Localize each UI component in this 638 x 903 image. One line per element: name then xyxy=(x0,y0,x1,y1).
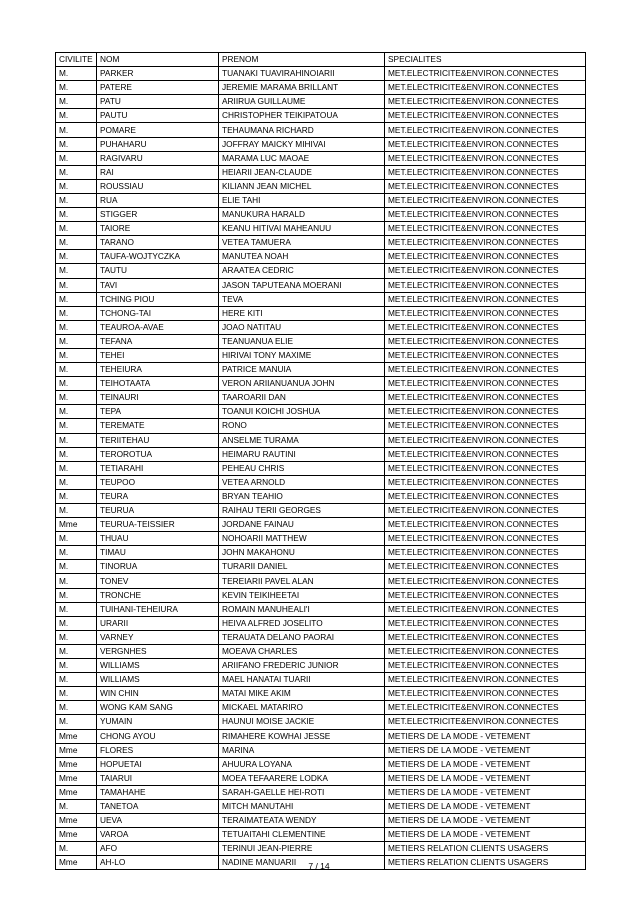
cell-prenom: ROMAIN MANUHEALI'I xyxy=(219,602,385,616)
cell-specialites: METIERS DE LA MODE - VETEMENT xyxy=(385,757,586,771)
cell-civilite: M. xyxy=(56,630,97,644)
cell-specialites: MET.ELECTRICITE&ENVIRON.CONNECTES xyxy=(385,236,586,250)
cell-specialites: MET.ELECTRICITE&ENVIRON.CONNECTES xyxy=(385,334,586,348)
table-row xyxy=(56,842,586,856)
cell-nom: TEHEI xyxy=(97,348,219,362)
cell-prenom: JOAO NATITAU xyxy=(219,320,385,334)
cell-specialites: MET.ELECTRICITE&ENVIRON.CONNECTES xyxy=(385,574,586,588)
cell-nom: POMARE xyxy=(97,123,219,137)
cell-civilite: Mme xyxy=(56,785,97,799)
cell-specialites: MET.ELECTRICITE&ENVIRON.CONNECTES xyxy=(385,306,586,320)
cell-civilite: M. xyxy=(56,560,97,574)
cell-nom: AFO xyxy=(97,842,219,856)
cell-civilite: M. xyxy=(56,504,97,518)
cell-civilite: M. xyxy=(56,377,97,391)
table-row xyxy=(56,560,586,574)
cell-prenom: PATRICE MANUIA xyxy=(219,363,385,377)
cell-prenom: MOEA TEFAARERE LODKA xyxy=(219,771,385,785)
cell-prenom: TEVA xyxy=(219,292,385,306)
table-row xyxy=(56,616,586,630)
cell-civilite: M. xyxy=(56,95,97,109)
cell-prenom: TERAUATA DELANO PAORAI xyxy=(219,630,385,644)
cell-nom: PATU xyxy=(97,95,219,109)
cell-civilite: M. xyxy=(56,165,97,179)
table-row xyxy=(56,405,586,419)
table-row xyxy=(56,306,586,320)
cell-civilite: M. xyxy=(56,292,97,306)
cell-nom: TUIHANI-TEHEIURA xyxy=(97,602,219,616)
cell-nom: TRONCHE xyxy=(97,588,219,602)
table-row xyxy=(56,320,586,334)
cell-prenom: NOHOARII MATTHEW xyxy=(219,532,385,546)
cell-nom: TETIARAHI xyxy=(97,461,219,475)
cell-nom: RAGIVARU xyxy=(97,151,219,165)
header-prenom: PRENOM xyxy=(219,53,385,67)
cell-civilite: M. xyxy=(56,489,97,503)
cell-nom: TARANO xyxy=(97,236,219,250)
cell-prenom: KILIANN JEAN MICHEL xyxy=(219,179,385,193)
cell-specialites: METIERS RELATION CLIENTS USAGERS xyxy=(385,856,586,870)
cell-prenom: TEREIARII PAVEL ALAN xyxy=(219,574,385,588)
cell-nom: TEINAURI xyxy=(97,391,219,405)
cell-specialites: MET.ELECTRICITE&ENVIRON.CONNECTES xyxy=(385,602,586,616)
cell-nom: TCHING PIOU xyxy=(97,292,219,306)
cell-civilite: M. xyxy=(56,588,97,602)
cell-nom: AH-LO xyxy=(97,856,219,870)
cell-nom: TAMAHAHE xyxy=(97,785,219,799)
cell-specialites: MET.ELECTRICITE&ENVIRON.CONNECTES xyxy=(385,377,586,391)
cell-nom: TEPA xyxy=(97,405,219,419)
cell-specialites: MET.ELECTRICITE&ENVIRON.CONNECTES xyxy=(385,193,586,207)
table-row xyxy=(56,673,586,687)
cell-nom: VARNEY xyxy=(97,630,219,644)
cell-civilite: M. xyxy=(56,546,97,560)
cell-nom: TONEV xyxy=(97,574,219,588)
cell-civilite: M. xyxy=(56,208,97,222)
cell-prenom: MOEAVA CHARLES xyxy=(219,644,385,658)
cell-specialites: MET.ELECTRICITE&ENVIRON.CONNECTES xyxy=(385,222,586,236)
cell-nom: WILLIAMS xyxy=(97,673,219,687)
cell-nom: URARII xyxy=(97,616,219,630)
cell-nom: WIN CHIN xyxy=(97,687,219,701)
cell-civilite: Mme xyxy=(56,743,97,757)
cell-civilite: Mme xyxy=(56,757,97,771)
cell-civilite: M. xyxy=(56,179,97,193)
cell-civilite: M. xyxy=(56,363,97,377)
cell-specialites: MET.ELECTRICITE&ENVIRON.CONNECTES xyxy=(385,659,586,673)
table-row xyxy=(56,687,586,701)
cell-nom: RAI xyxy=(97,165,219,179)
cell-prenom: MARINA xyxy=(219,743,385,757)
cell-prenom: VERON ARIIANUANUA JOHN xyxy=(219,377,385,391)
table-row xyxy=(56,828,586,842)
table-row xyxy=(56,715,586,729)
cell-civilite: M. xyxy=(56,673,97,687)
cell-prenom: JOHN MAKAHONU xyxy=(219,546,385,560)
cell-prenom: JEREMIE MARAMA BRILLANT xyxy=(219,81,385,95)
cell-specialites: METIERS DE LA MODE - VETEMENT xyxy=(385,828,586,842)
cell-prenom: TAAROARII DAN xyxy=(219,391,385,405)
cell-prenom: MANUTEA NOAH xyxy=(219,250,385,264)
cell-prenom: ARAATEA CEDRIC xyxy=(219,264,385,278)
cell-nom: TEURA xyxy=(97,489,219,503)
cell-nom: HOPUETAI xyxy=(97,757,219,771)
cell-civilite: M. xyxy=(56,602,97,616)
cell-civilite: Mme xyxy=(56,771,97,785)
table-row xyxy=(56,193,586,207)
cell-prenom: SARAH-GAELLE HEI-ROTI xyxy=(219,785,385,799)
table-row xyxy=(56,236,586,250)
cell-specialites: MET.ELECTRICITE&ENVIRON.CONNECTES xyxy=(385,95,586,109)
table-row xyxy=(56,278,586,292)
table-header-row xyxy=(56,53,586,67)
cell-prenom: HEIVA ALFRED JOSELITO xyxy=(219,616,385,630)
cell-civilite: M. xyxy=(56,701,97,715)
cell-prenom: MICKAEL MATARIRO xyxy=(219,701,385,715)
table-row xyxy=(56,574,586,588)
table-row xyxy=(56,250,586,264)
cell-specialites: MET.ELECTRICITE&ENVIRON.CONNECTES xyxy=(385,447,586,461)
table-row xyxy=(56,771,586,785)
cell-nom: RUA xyxy=(97,193,219,207)
cell-prenom: JASON TAPUTEANA MOERANI xyxy=(219,278,385,292)
cell-civilite: M. xyxy=(56,151,97,165)
cell-civilite: M. xyxy=(56,461,97,475)
cell-nom: TCHONG-TAI xyxy=(97,306,219,320)
cell-civilite: M. xyxy=(56,264,97,278)
table-row xyxy=(56,292,586,306)
cell-specialites: MET.ELECTRICITE&ENVIRON.CONNECTES xyxy=(385,461,586,475)
cell-civilite: M. xyxy=(56,320,97,334)
table-row xyxy=(56,264,586,278)
roster-table xyxy=(55,52,586,870)
cell-nom: STIGGER xyxy=(97,208,219,222)
table-row xyxy=(56,109,586,123)
cell-nom: PUHAHARU xyxy=(97,137,219,151)
cell-prenom: KEANU HITIVAI MAHEANUU xyxy=(219,222,385,236)
cell-nom: TEROROTUA xyxy=(97,447,219,461)
cell-specialites: MET.ELECTRICITE&ENVIRON.CONNECTES xyxy=(385,504,586,518)
table-row xyxy=(56,151,586,165)
cell-nom: TINORUA xyxy=(97,560,219,574)
table-row xyxy=(56,757,586,771)
cell-specialites: METIERS DE LA MODE - VETEMENT xyxy=(385,743,586,757)
cell-specialites: MET.ELECTRICITE&ENVIRON.CONNECTES xyxy=(385,475,586,489)
cell-nom: CHONG AYOU xyxy=(97,729,219,743)
table-row xyxy=(56,743,586,757)
cell-civilite: M. xyxy=(56,842,97,856)
cell-nom: TAIARUI xyxy=(97,771,219,785)
cell-specialites: METIERS DE LA MODE - VETEMENT xyxy=(385,785,586,799)
cell-specialites: METIERS DE LA MODE - VETEMENT xyxy=(385,814,586,828)
table-row xyxy=(56,814,586,828)
cell-prenom: VETEA TAMUERA xyxy=(219,236,385,250)
cell-civilite: M. xyxy=(56,236,97,250)
table-row xyxy=(56,504,586,518)
cell-specialites: METIERS DE LA MODE - VETEMENT xyxy=(385,771,586,785)
cell-specialites: MET.ELECTRICITE&ENVIRON.CONNECTES xyxy=(385,123,586,137)
table-row xyxy=(56,630,586,644)
table-row xyxy=(56,588,586,602)
cell-prenom: MATAI MIKE AKIM xyxy=(219,687,385,701)
cell-specialites: MET.ELECTRICITE&ENVIRON.CONNECTES xyxy=(385,348,586,362)
cell-nom: TEIHOTAATA xyxy=(97,377,219,391)
cell-specialites: MET.ELECTRICITE&ENVIRON.CONNECTES xyxy=(385,67,586,81)
cell-civilite: M. xyxy=(56,67,97,81)
cell-civilite: M. xyxy=(56,109,97,123)
cell-nom: VAROA xyxy=(97,828,219,842)
cell-specialites: MET.ELECTRICITE&ENVIRON.CONNECTES xyxy=(385,165,586,179)
table-row xyxy=(56,729,586,743)
cell-prenom: ANSELME TURAMA xyxy=(219,433,385,447)
cell-prenom: ELIE TAHI xyxy=(219,193,385,207)
cell-specialites: MET.ELECTRICITE&ENVIRON.CONNECTES xyxy=(385,208,586,222)
cell-specialites: MET.ELECTRICITE&ENVIRON.CONNECTES xyxy=(385,179,586,193)
cell-prenom: TEHAUMANA RICHARD xyxy=(219,123,385,137)
cell-prenom: HERE KITI xyxy=(219,306,385,320)
table-row xyxy=(56,433,586,447)
table-row xyxy=(56,475,586,489)
table-row xyxy=(56,489,586,503)
cell-prenom: MITCH MANUTAHI xyxy=(219,799,385,813)
cell-prenom: VETEA ARNOLD xyxy=(219,475,385,489)
header-specialites: SPECIALITES xyxy=(385,53,586,67)
cell-civilite: M. xyxy=(56,574,97,588)
cell-civilite: M. xyxy=(56,799,97,813)
table-row xyxy=(56,518,586,532)
cell-prenom: RAIHAU TERII GEORGES xyxy=(219,504,385,518)
cell-civilite: M. xyxy=(56,616,97,630)
cell-prenom: AHUURA LOYANA xyxy=(219,757,385,771)
cell-prenom: PEHEAU CHRIS xyxy=(219,461,385,475)
cell-nom: TEUPOO xyxy=(97,475,219,489)
cell-prenom: JOFFRAY MAICKY MIHIVAI xyxy=(219,137,385,151)
cell-civilite: Mme xyxy=(56,814,97,828)
cell-specialites: MET.ELECTRICITE&ENVIRON.CONNECTES xyxy=(385,151,586,165)
cell-civilite: M. xyxy=(56,532,97,546)
cell-prenom: TERINUI JEAN-PIERRE xyxy=(219,842,385,856)
page-number: 7 / 14 xyxy=(308,861,330,871)
table-row xyxy=(56,532,586,546)
cell-prenom: TOANUI KOICHI JOSHUA xyxy=(219,405,385,419)
cell-specialites: MET.ELECTRICITE&ENVIRON.CONNECTES xyxy=(385,292,586,306)
header-civilite: CIVILITE xyxy=(56,53,97,67)
cell-civilite: M. xyxy=(56,447,97,461)
cell-specialites: MET.ELECTRICITE&ENVIRON.CONNECTES xyxy=(385,687,586,701)
cell-nom: WONG KAM SANG xyxy=(97,701,219,715)
table-row xyxy=(56,81,586,95)
cell-specialites: MET.ELECTRICITE&ENVIRON.CONNECTES xyxy=(385,320,586,334)
cell-civilite: M. xyxy=(56,306,97,320)
cell-civilite: M. xyxy=(56,250,97,264)
cell-prenom: HEIARII JEAN-CLAUDE xyxy=(219,165,385,179)
table-row xyxy=(56,348,586,362)
cell-specialites: MET.ELECTRICITE&ENVIRON.CONNECTES xyxy=(385,250,586,264)
cell-specialites: MET.ELECTRICITE&ENVIRON.CONNECTES xyxy=(385,489,586,503)
cell-specialites: MET.ELECTRICITE&ENVIRON.CONNECTES xyxy=(385,137,586,151)
table-row xyxy=(56,391,586,405)
cell-specialites: METIERS RELATION CLIENTS USAGERS xyxy=(385,842,586,856)
cell-specialites: MET.ELECTRICITE&ENVIRON.CONNECTES xyxy=(385,278,586,292)
cell-civilite: M. xyxy=(56,278,97,292)
cell-civilite: M. xyxy=(56,222,97,236)
table-row xyxy=(56,546,586,560)
cell-nom: YUMAIN xyxy=(97,715,219,729)
table-row xyxy=(56,165,586,179)
table-row xyxy=(56,659,586,673)
cell-civilite: M. xyxy=(56,644,97,658)
cell-nom: FLORES xyxy=(97,743,219,757)
cell-nom: TEAUROA-AVAE xyxy=(97,320,219,334)
cell-nom: TEREMATE xyxy=(97,419,219,433)
cell-civilite: M. xyxy=(56,348,97,362)
cell-nom: TAUFA-WOJTYCZKA xyxy=(97,250,219,264)
table-row xyxy=(56,67,586,81)
cell-nom: ROUSSIAU xyxy=(97,179,219,193)
table-row xyxy=(56,208,586,222)
cell-specialites: MET.ELECTRICITE&ENVIRON.CONNECTES xyxy=(385,588,586,602)
cell-civilite: Mme xyxy=(56,729,97,743)
cell-specialites: MET.ELECTRICITE&ENVIRON.CONNECTES xyxy=(385,630,586,644)
cell-specialites: MET.ELECTRICITE&ENVIRON.CONNECTES xyxy=(385,264,586,278)
cell-nom: UEVA xyxy=(97,814,219,828)
table-row xyxy=(56,785,586,799)
table-row xyxy=(56,602,586,616)
cell-nom: TEURUA-TEISSIER xyxy=(97,518,219,532)
cell-nom: WILLIAMS xyxy=(97,659,219,673)
cell-civilite: M. xyxy=(56,659,97,673)
table-row xyxy=(56,701,586,715)
cell-civilite: Mme xyxy=(56,518,97,532)
cell-specialites: MET.ELECTRICITE&ENVIRON.CONNECTES xyxy=(385,419,586,433)
cell-civilite: Mme xyxy=(56,856,97,870)
cell-prenom: HIRIVAI TONY MAXIME xyxy=(219,348,385,362)
cell-prenom: MAEL HANATAI TUARII xyxy=(219,673,385,687)
cell-prenom: RIMAHERE KOWHAI JESSE xyxy=(219,729,385,743)
cell-prenom: ARIIRUA GUILLAUME xyxy=(219,95,385,109)
cell-prenom: TEANUANUA ELIE xyxy=(219,334,385,348)
cell-specialites: MET.ELECTRICITE&ENVIRON.CONNECTES xyxy=(385,644,586,658)
cell-nom: TAVI xyxy=(97,278,219,292)
table-row xyxy=(56,179,586,193)
cell-nom: TAIORE xyxy=(97,222,219,236)
cell-specialites: METIERS DE LA MODE - VETEMENT xyxy=(385,799,586,813)
cell-prenom: CHRISTOPHER TEIKIPATOUA xyxy=(219,109,385,123)
cell-specialites: MET.ELECTRICITE&ENVIRON.CONNECTES xyxy=(385,363,586,377)
cell-nom: PAUTU xyxy=(97,109,219,123)
cell-nom: TERIITEHAU xyxy=(97,433,219,447)
table-row xyxy=(56,222,586,236)
cell-prenom: MANUKURA HARALD xyxy=(219,208,385,222)
cell-civilite: M. xyxy=(56,123,97,137)
cell-prenom: TERAIMATEATA WENDY xyxy=(219,814,385,828)
cell-civilite: M. xyxy=(56,391,97,405)
table-row xyxy=(56,123,586,137)
cell-nom: VERGNHES xyxy=(97,644,219,658)
cell-prenom: HAUNUI MOISE JACKIE xyxy=(219,715,385,729)
cell-prenom: TETUAITAHI CLEMENTINE xyxy=(219,828,385,842)
cell-prenom: MARAMA LUC MAOAE xyxy=(219,151,385,165)
cell-specialites: MET.ELECTRICITE&ENVIRON.CONNECTES xyxy=(385,109,586,123)
cell-prenom: TUANAKI TUAVIRAHINOIARII xyxy=(219,67,385,81)
cell-civilite: M. xyxy=(56,334,97,348)
cell-civilite: M. xyxy=(56,193,97,207)
cell-nom: TEFANA xyxy=(97,334,219,348)
cell-nom: TEURUA xyxy=(97,504,219,518)
table-row xyxy=(56,447,586,461)
cell-specialites: MET.ELECTRICITE&ENVIRON.CONNECTES xyxy=(385,433,586,447)
table-row xyxy=(56,137,586,151)
cell-nom: TANETOA xyxy=(97,799,219,813)
cell-civilite: M. xyxy=(56,433,97,447)
cell-prenom: RONO xyxy=(219,419,385,433)
cell-civilite: M. xyxy=(56,405,97,419)
cell-specialites: MET.ELECTRICITE&ENVIRON.CONNECTES xyxy=(385,518,586,532)
header-nom: NOM xyxy=(97,53,219,67)
table-row xyxy=(56,363,586,377)
table-row xyxy=(56,644,586,658)
cell-civilite: M. xyxy=(56,687,97,701)
cell-specialites: MET.ELECTRICITE&ENVIRON.CONNECTES xyxy=(385,715,586,729)
cell-specialites: MET.ELECTRICITE&ENVIRON.CONNECTES xyxy=(385,532,586,546)
cell-prenom: HEIMARU RAUTINI xyxy=(219,447,385,461)
cell-specialites: MET.ELECTRICITE&ENVIRON.CONNECTES xyxy=(385,546,586,560)
cell-civilite: Mme xyxy=(56,828,97,842)
cell-specialites: MET.ELECTRICITE&ENVIRON.CONNECTES xyxy=(385,81,586,95)
cell-specialites: MET.ELECTRICITE&ENVIRON.CONNECTES xyxy=(385,616,586,630)
cell-specialites: MET.ELECTRICITE&ENVIRON.CONNECTES xyxy=(385,560,586,574)
cell-prenom: JORDANE FAINAU xyxy=(219,518,385,532)
cell-nom: TEHEIURA xyxy=(97,363,219,377)
cell-specialites: MET.ELECTRICITE&ENVIRON.CONNECTES xyxy=(385,673,586,687)
table-row xyxy=(56,334,586,348)
table-row xyxy=(56,95,586,109)
cell-civilite: M. xyxy=(56,715,97,729)
table-row xyxy=(56,799,586,813)
table-row xyxy=(56,461,586,475)
cell-prenom: ARIIFANO FREDERIC JUNIOR xyxy=(219,659,385,673)
cell-civilite: M. xyxy=(56,81,97,95)
cell-nom: PATERE xyxy=(97,81,219,95)
table-row xyxy=(56,419,586,433)
cell-prenom: TURARII DANIEL xyxy=(219,560,385,574)
cell-specialites: METIERS DE LA MODE - VETEMENT xyxy=(385,729,586,743)
table-row xyxy=(56,377,586,391)
cell-civilite: M. xyxy=(56,475,97,489)
cell-nom: TIMAU xyxy=(97,546,219,560)
cell-nom: TAUTU xyxy=(97,264,219,278)
cell-nom: THUAU xyxy=(97,532,219,546)
cell-prenom: NADINE MANUARII xyxy=(219,856,385,870)
cell-civilite: M. xyxy=(56,137,97,151)
cell-nom: PARKER xyxy=(97,67,219,81)
cell-prenom: BRYAN TEAHIO xyxy=(219,489,385,503)
cell-specialites: MET.ELECTRICITE&ENVIRON.CONNECTES xyxy=(385,405,586,419)
cell-specialites: MET.ELECTRICITE&ENVIRON.CONNECTES xyxy=(385,701,586,715)
cell-civilite: M. xyxy=(56,419,97,433)
cell-prenom: KEVIN TEIKIHEETAI xyxy=(219,588,385,602)
cell-specialites: MET.ELECTRICITE&ENVIRON.CONNECTES xyxy=(385,391,586,405)
